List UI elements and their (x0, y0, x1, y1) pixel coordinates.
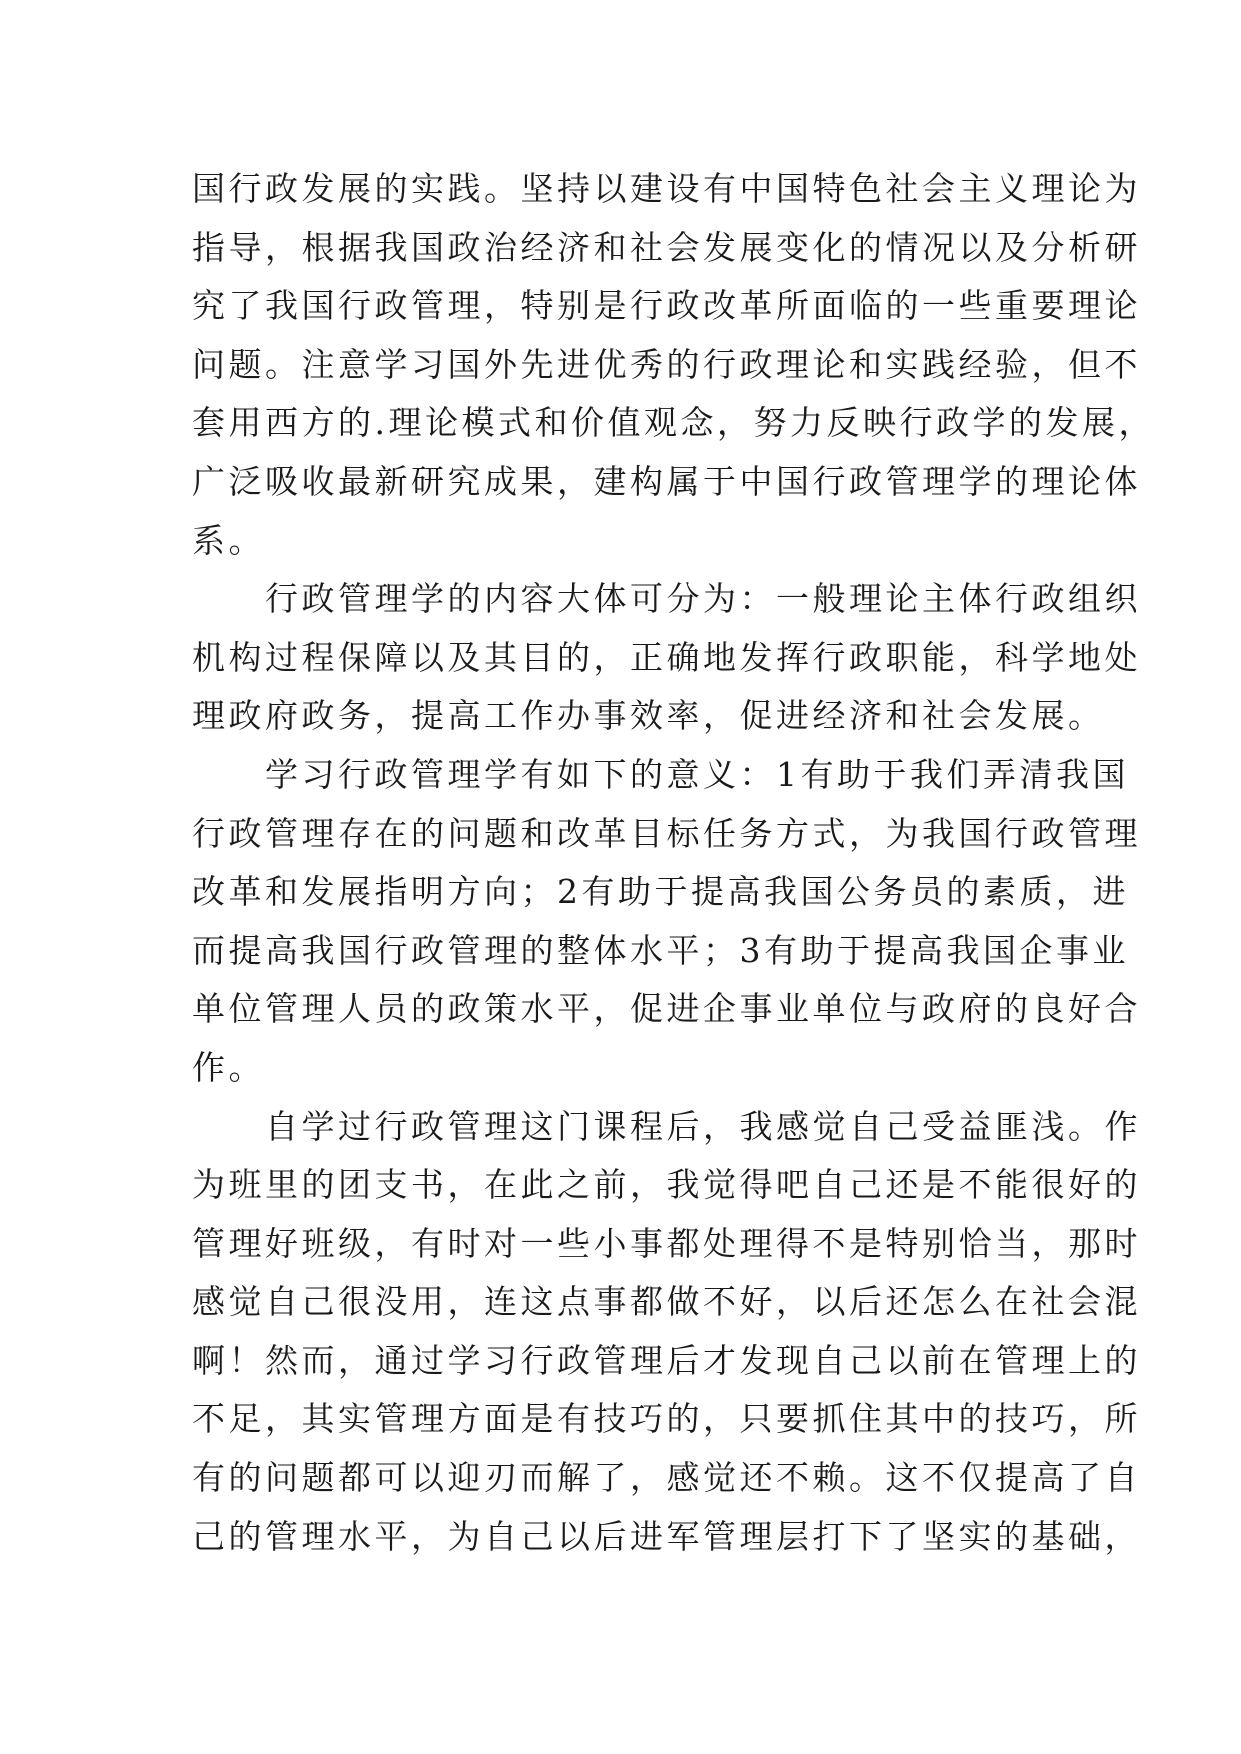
text-line: 有的问题都可以迎刃而解了，感觉还不赖。这不仅提高了自 (192, 1458, 1141, 1498)
text-line: 管理好班级，有时对一些小事都处理得不是特别恰当，那时 (192, 1223, 1141, 1263)
text-line: 行政管理学的内容大体可分为：一般理论主体行政组织 (192, 579, 1141, 619)
text-line: 啊！然而，通过学习行政管理后才发现自己以前在管理上的 (192, 1340, 1141, 1380)
text-line: 为班里的团支书，在此之前，我觉得吧自己还是不能很好的 (192, 1165, 1141, 1205)
text-line: 而提高我国行政管理的整体水平；3有助于提高我国企事业 (192, 930, 1129, 970)
text-line: 改革和发展指明方向；2有助于提高我国公务员的素质，进 (192, 872, 1129, 912)
text-line: 不足，其实管理方面是有技巧的，只要抓住其中的技巧，所 (192, 1399, 1141, 1439)
document-body (192, 160, 1155, 1566)
text-line: 广泛吸收最新研究成果，建构属于中国行政管理学的理论体 (192, 461, 1141, 501)
text-line: 系。 (192, 520, 265, 560)
text-line: 究了我国行政管理，特别是行政改革所面临的一些重要理论 (192, 286, 1141, 326)
text-line: 理政府政务，提高工作办事效率，促进经济和社会发展。 (192, 696, 1105, 736)
text-line: 自学过行政管理这门课程后，我感觉自己受益匪浅。作 (192, 1106, 1141, 1146)
text-line: 机构过程保障以及其目的，正确地发挥行政职能，科学地处 (192, 637, 1141, 677)
text-line: 感觉自己很没用，连这点事都做不好，以后还怎么在社会混 (192, 1282, 1141, 1322)
text-line: 国行政发展的实践。坚持以建设有中国特色社会主义理论为 (192, 169, 1141, 208)
text-line: 单位管理人员的政策水平，促进企事业单位与政府的良好合 (192, 989, 1141, 1029)
text-line: 作。 (192, 1047, 265, 1087)
text-line: 学习行政管理学有如下的意义：1有助于我们弄清我国 (192, 754, 1129, 794)
text-line: 套用西方的.理论模式和价值观念，努力反映行政学的发展， (192, 403, 1155, 443)
text-line: 行政管理存在的问题和改革目标任务方式，为我国行政管理 (192, 813, 1141, 853)
text-line: 指导，根据我国政治经济和社会发展变化的情况以及分析研 (192, 227, 1141, 267)
text-line: 己的管理水平，为自己以后进军管理层打下了坚实的基础， (192, 1516, 1141, 1556)
text-line: 问题。注意学习国外先进优秀的行政理论和实践经验，但不 (192, 344, 1141, 384)
